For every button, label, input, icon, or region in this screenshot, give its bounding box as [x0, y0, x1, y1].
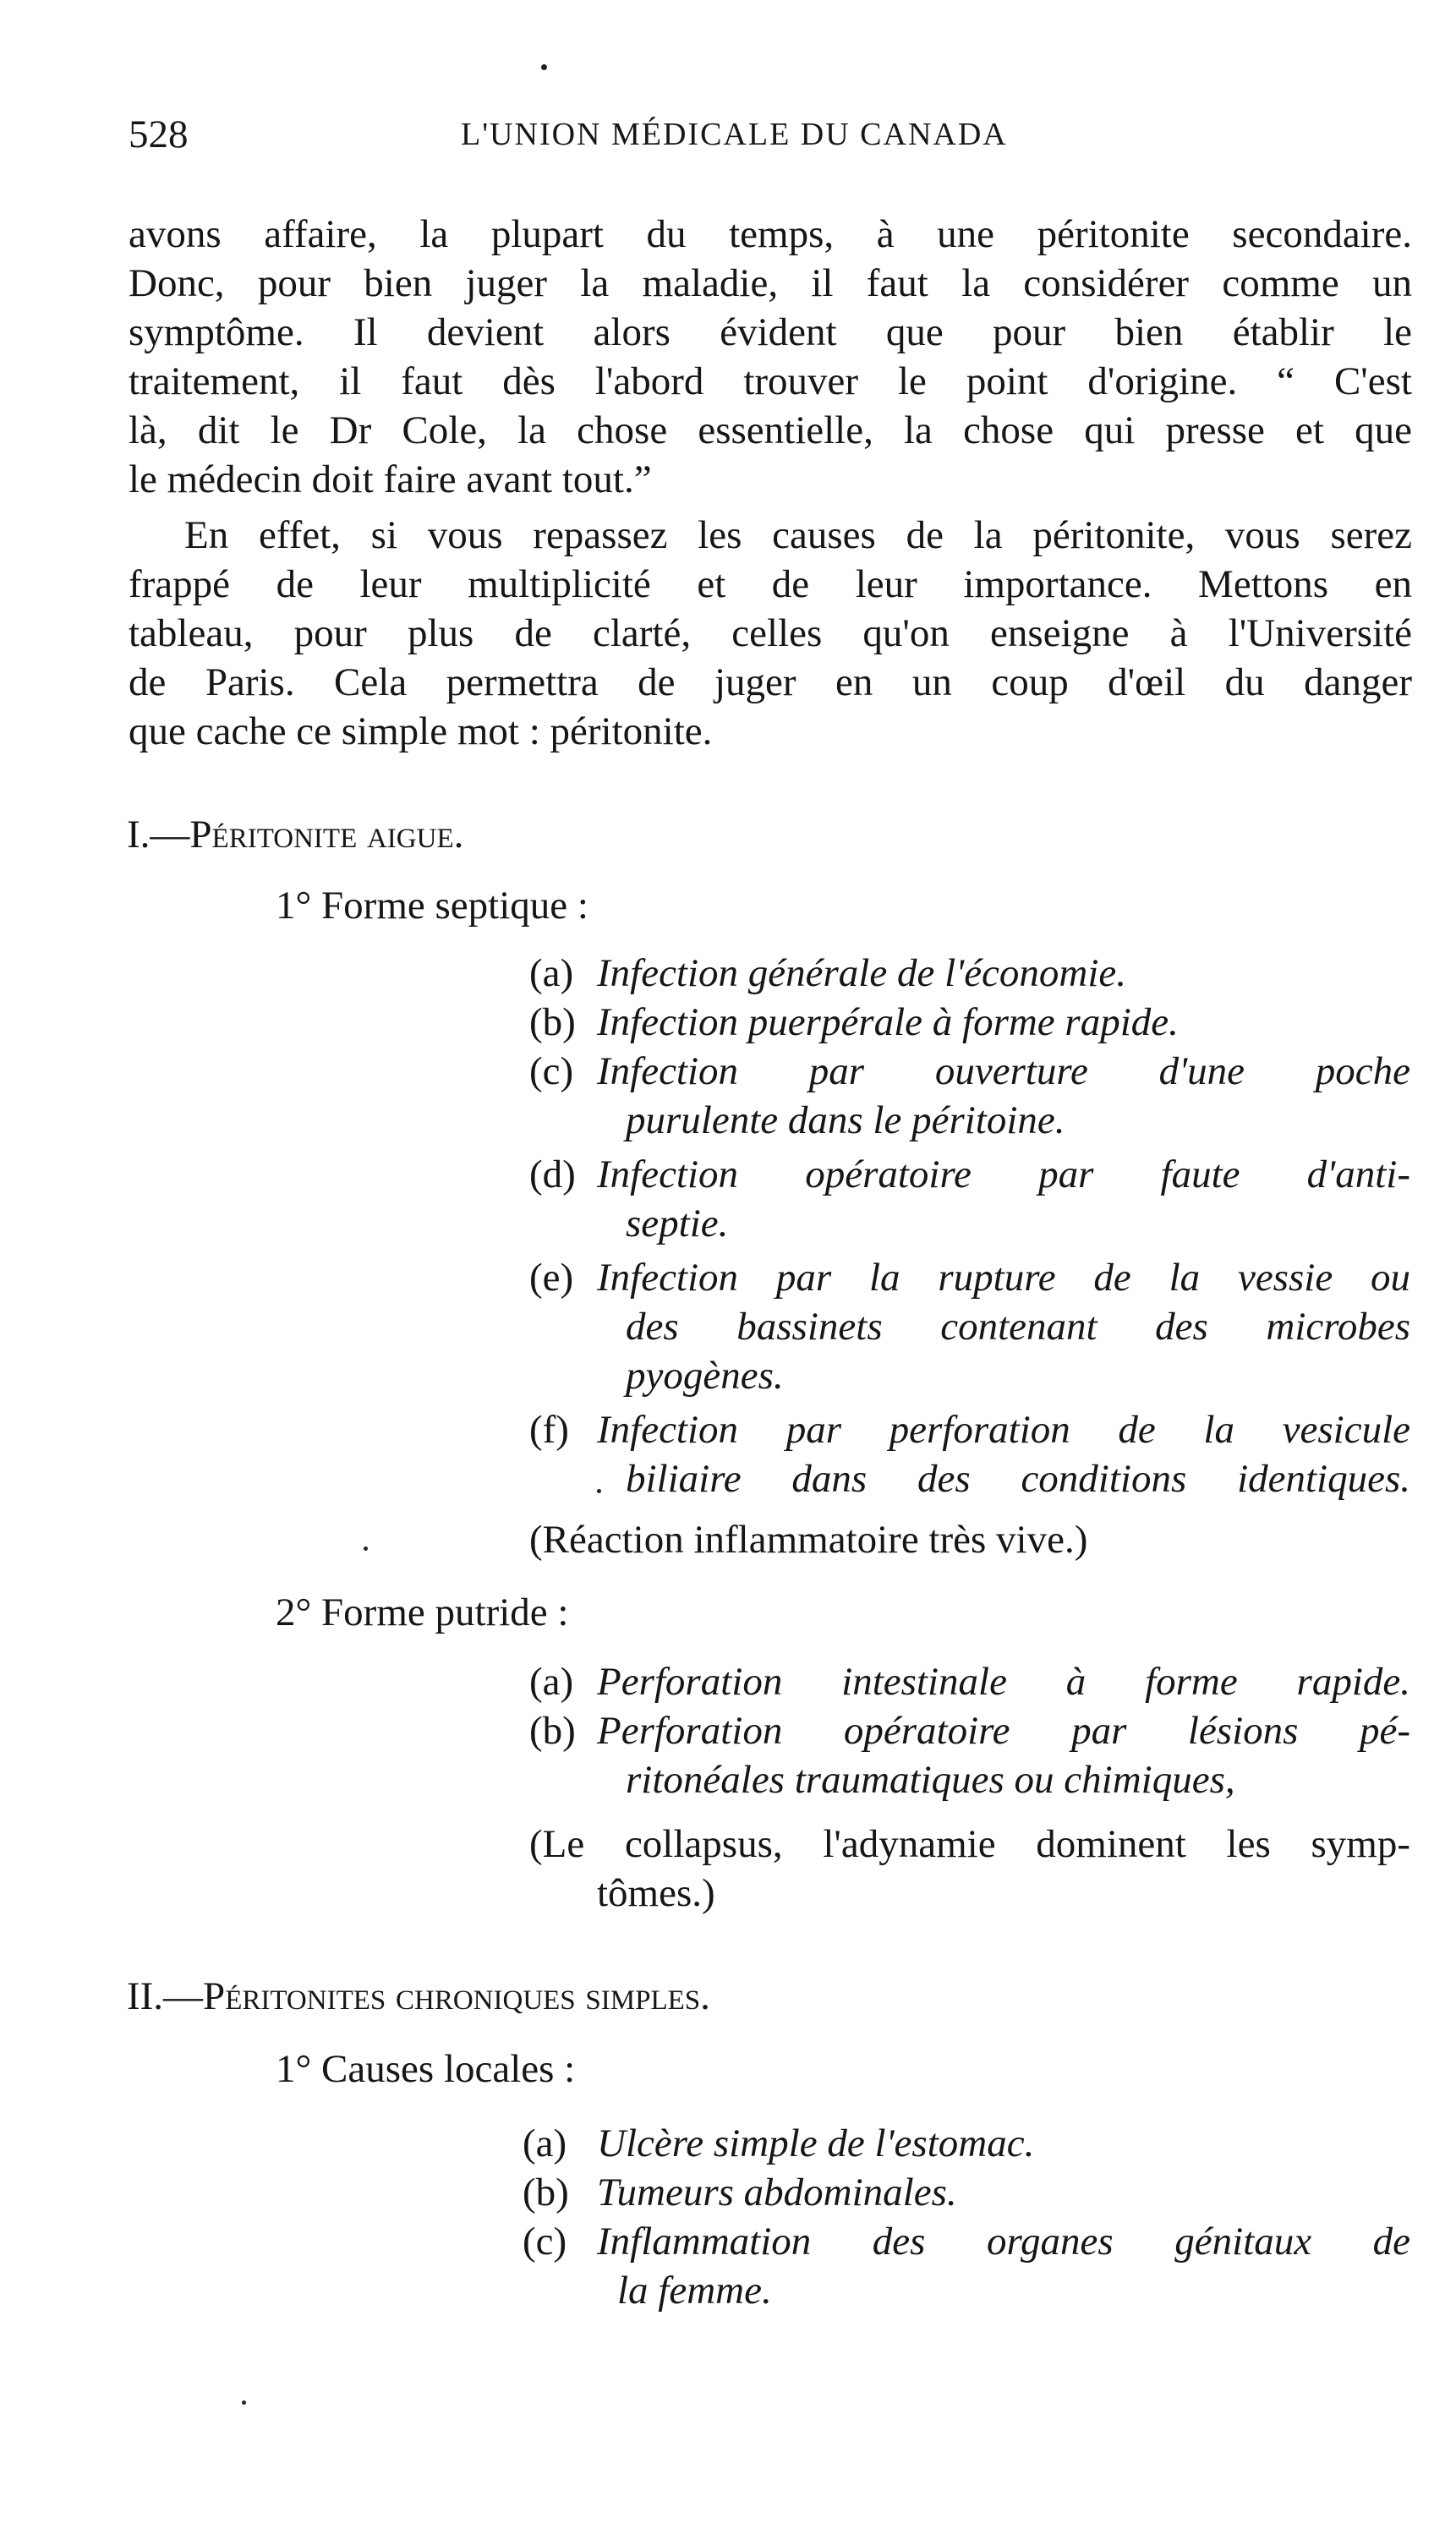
- item-label: (e): [529, 1256, 574, 1300]
- text-line: là, dit le Dr Cole, la chose essentielle, la chose qui presse et que: [129, 408, 1412, 452]
- item-text: pyogènes.: [626, 1354, 784, 1398]
- item-text: Perforation intestinale à forme rapide.: [597, 1660, 1410, 1704]
- section-heading: I.—Péritonite aigue.: [127, 813, 464, 857]
- text-line: tableau, pour plus de clarté, celles qu'on enseigne à l'Université: [129, 611, 1412, 655]
- item-text: Tumeurs abdominales.: [597, 2170, 957, 2214]
- item-label: (b): [523, 2170, 569, 2214]
- item-text: Infection générale de l'économie.: [597, 951, 1127, 995]
- item-text: Perforation opératoire par lésions pé-: [597, 1709, 1410, 1753]
- item-text: purulente dans le péritoine.: [626, 1098, 1065, 1142]
- text-line: le médecin doit faire avant tout.”: [129, 457, 652, 501]
- note-line: tômes.): [597, 1871, 715, 1915]
- text-line: frappé de leur multiplicité et de leur importance. Mettons en: [129, 562, 1412, 606]
- item-label: (f): [529, 1408, 569, 1452]
- print-speck: [364, 1546, 368, 1551]
- text-line: traitement, il faut dès l'abord trouver le point d'origine. “ C'est: [129, 359, 1412, 403]
- text-line: Donc, pour bien juger la maladie, il faut la considérer comme un: [129, 261, 1412, 305]
- running-title: L'UNION MÉDICALE DU CANADA: [461, 117, 1008, 152]
- text-line: de Paris. Cela permettra de juger en un coup d'œil du danger: [129, 660, 1412, 704]
- print-speck: [541, 64, 547, 70]
- item-text: Infection par la rupture de la vessie ou: [597, 1256, 1410, 1300]
- text-line: symptôme. Il devient alors évident que pour bien établir le: [129, 310, 1412, 354]
- item-text: Ulcère simple de l'estomac.: [597, 2121, 1035, 2165]
- subheading: 1° Forme septique :: [276, 884, 588, 928]
- item-text: Infection puerpérale à forme rapide.: [597, 1000, 1179, 1044]
- text-line: En effet, si vous repassez les causes de la péritonite, vous serez: [184, 513, 1412, 557]
- item-text: Inflammation des organes génitaux de: [597, 2220, 1410, 2264]
- item-label: (c): [529, 1049, 574, 1093]
- print-speck: [597, 1489, 601, 1493]
- item-label: (a): [523, 2121, 567, 2165]
- item-text: des bassinets contenant des microbes: [626, 1305, 1410, 1349]
- subheading: 1° Causes locales :: [276, 2047, 576, 2091]
- section-heading: II.—Péritonites chroniques simples.: [127, 1974, 710, 2018]
- item-label: (d): [529, 1152, 576, 1196]
- note-line: (Le collapsus, l'adynamie dominent les symp-: [529, 1822, 1410, 1866]
- item-text: biliaire dans des conditions identiques.: [626, 1457, 1410, 1501]
- text-line: avons affaire, la plupart du temps, à une péritonite secondaire.: [129, 212, 1412, 256]
- item-text: Infection par perforation de la vesicule: [597, 1408, 1410, 1452]
- item-label: (b): [529, 1000, 576, 1044]
- subheading: 2° Forme putride :: [276, 1590, 569, 1634]
- print-speck: [242, 2400, 246, 2405]
- item-text: Infection opératoire par faute d'anti-: [597, 1152, 1410, 1196]
- item-text: ritonéales traumatiques ou chimiques,: [626, 1758, 1235, 1802]
- text-line: que cache ce simple mot : péritonite.: [129, 709, 713, 753]
- item-text: Infection par ouverture d'une poche: [597, 1049, 1410, 1093]
- reaction-note: (Réaction inflammatoire très vive.): [529, 1518, 1088, 1562]
- item-text: septie.: [626, 1202, 729, 1245]
- item-label: (a): [529, 951, 574, 995]
- item-text: la femme.: [617, 2269, 772, 2313]
- page-number: 528: [129, 112, 189, 156]
- item-label: (b): [529, 1709, 576, 1753]
- item-label: (c): [523, 2220, 567, 2264]
- item-label: (a): [529, 1660, 574, 1704]
